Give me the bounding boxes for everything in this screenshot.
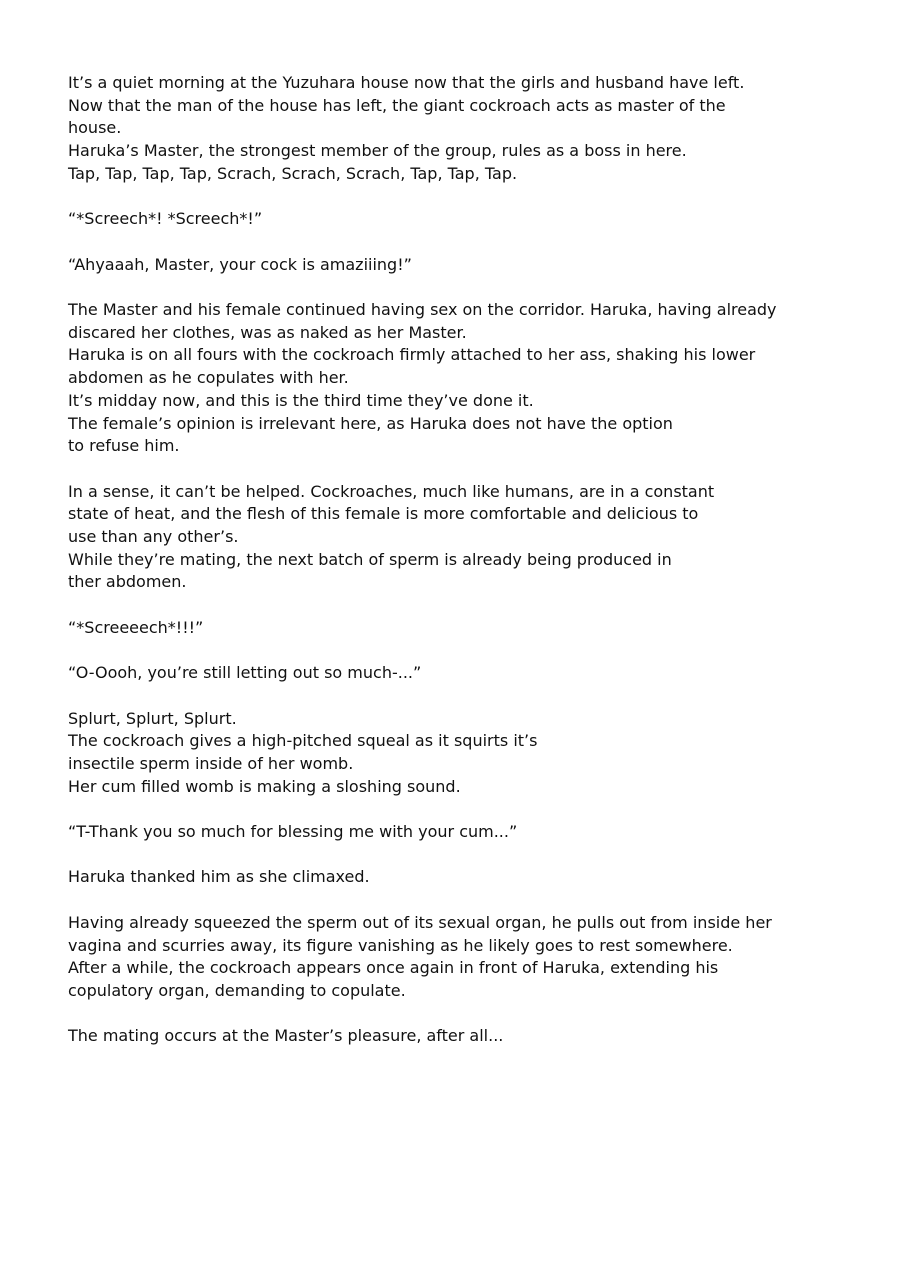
text-line: ther abdomen.	[68, 572, 187, 592]
paragraph	[68, 208, 868, 231]
text-line: house.	[68, 118, 122, 138]
paragraph	[68, 72, 868, 186]
text-line: The mating occurs at the Master’s pleasure, after all...	[68, 1026, 504, 1046]
paragraph	[68, 299, 868, 458]
text-line: It’s midday now, and this is the third time they’ve done it.	[68, 390, 534, 410]
text-line: Now that the man of the house has left, the giant cockroach acts as master of the	[68, 95, 726, 115]
text-line: The cockroach gives a high-pitched squeal as it squirts it’s	[68, 731, 538, 751]
paragraph	[68, 617, 868, 640]
text-line: Haruka thanked him as she climaxed.	[68, 867, 370, 887]
text-line: It’s a quiet morning at the Yuzuhara house now that the girls and husband have left.	[68, 73, 745, 92]
text-line: Haruka is on all fours with the cockroach firmly attached to her ass, shaking his lower	[68, 345, 756, 365]
document-body	[68, 72, 868, 1071]
paragraph	[68, 912, 868, 1003]
text-line: Haruka’s Master, the strongest member of the group, rules as a boss in here.	[68, 141, 687, 161]
text-line: Having already squeezed the sperm out of its sexual organ, he pulls out from inside her	[68, 912, 772, 932]
text-line: state of heat, and the flesh of this female is more comfortable and delicious to	[68, 504, 699, 524]
text-line: Tap, Tap, Tap, Tap, Scrach, Scrach, Scrach, Tap, Tap, Tap.	[68, 163, 518, 183]
paragraph	[68, 708, 868, 799]
text-line: to refuse him.	[68, 436, 180, 456]
text-line: Splurt, Splurt, Splurt.	[68, 708, 237, 728]
text-line: The female’s opinion is irrelevant here, as Haruka does not have the option	[68, 413, 673, 433]
text-line: copulatory organ, demanding to copulate.	[68, 980, 406, 1000]
text-line: The Master and his female continued having sex on the corridor. Haruka, having already	[68, 299, 777, 319]
text-line: use than any other’s.	[68, 527, 239, 546]
paragraph	[68, 1025, 868, 1048]
paragraph	[68, 662, 868, 685]
text-line: “O-Oooh, you’re still letting out so much-...”	[68, 663, 422, 683]
text-line: discared her clothes, was as naked as her Master.	[68, 322, 467, 342]
text-line: After a while, the cockroach appears once again in front of Haruka, extending his	[68, 958, 719, 978]
text-line: insectile sperm inside of her womb.	[68, 753, 354, 773]
paragraph	[68, 254, 868, 277]
paragraph	[68, 821, 868, 844]
text-line: In a sense, it can’t be helped. Cockroaches, much like humans, are in a constant	[68, 481, 715, 501]
text-line: abdomen as he copulates with her.	[68, 368, 349, 388]
text-line: “T-Thank you so much for blessing me with your cum...”	[68, 822, 518, 842]
text-line: While they’re mating, the next batch of sperm is already being produced in	[68, 549, 672, 569]
text-line: “*Screech*! *Screech*!”	[68, 209, 263, 229]
paragraph	[68, 481, 868, 595]
text-line: “Ahyaaah, Master, your cock is amaziiing!”	[68, 254, 412, 274]
paragraph	[68, 866, 868, 889]
text-line: Her cum filled womb is making a sloshing sound.	[68, 776, 461, 796]
text-line: “*Screeeech*!!!”	[68, 617, 204, 637]
text-line: vagina and scurries away, its figure vanishing as he likely goes to rest somewhere.	[68, 935, 733, 955]
